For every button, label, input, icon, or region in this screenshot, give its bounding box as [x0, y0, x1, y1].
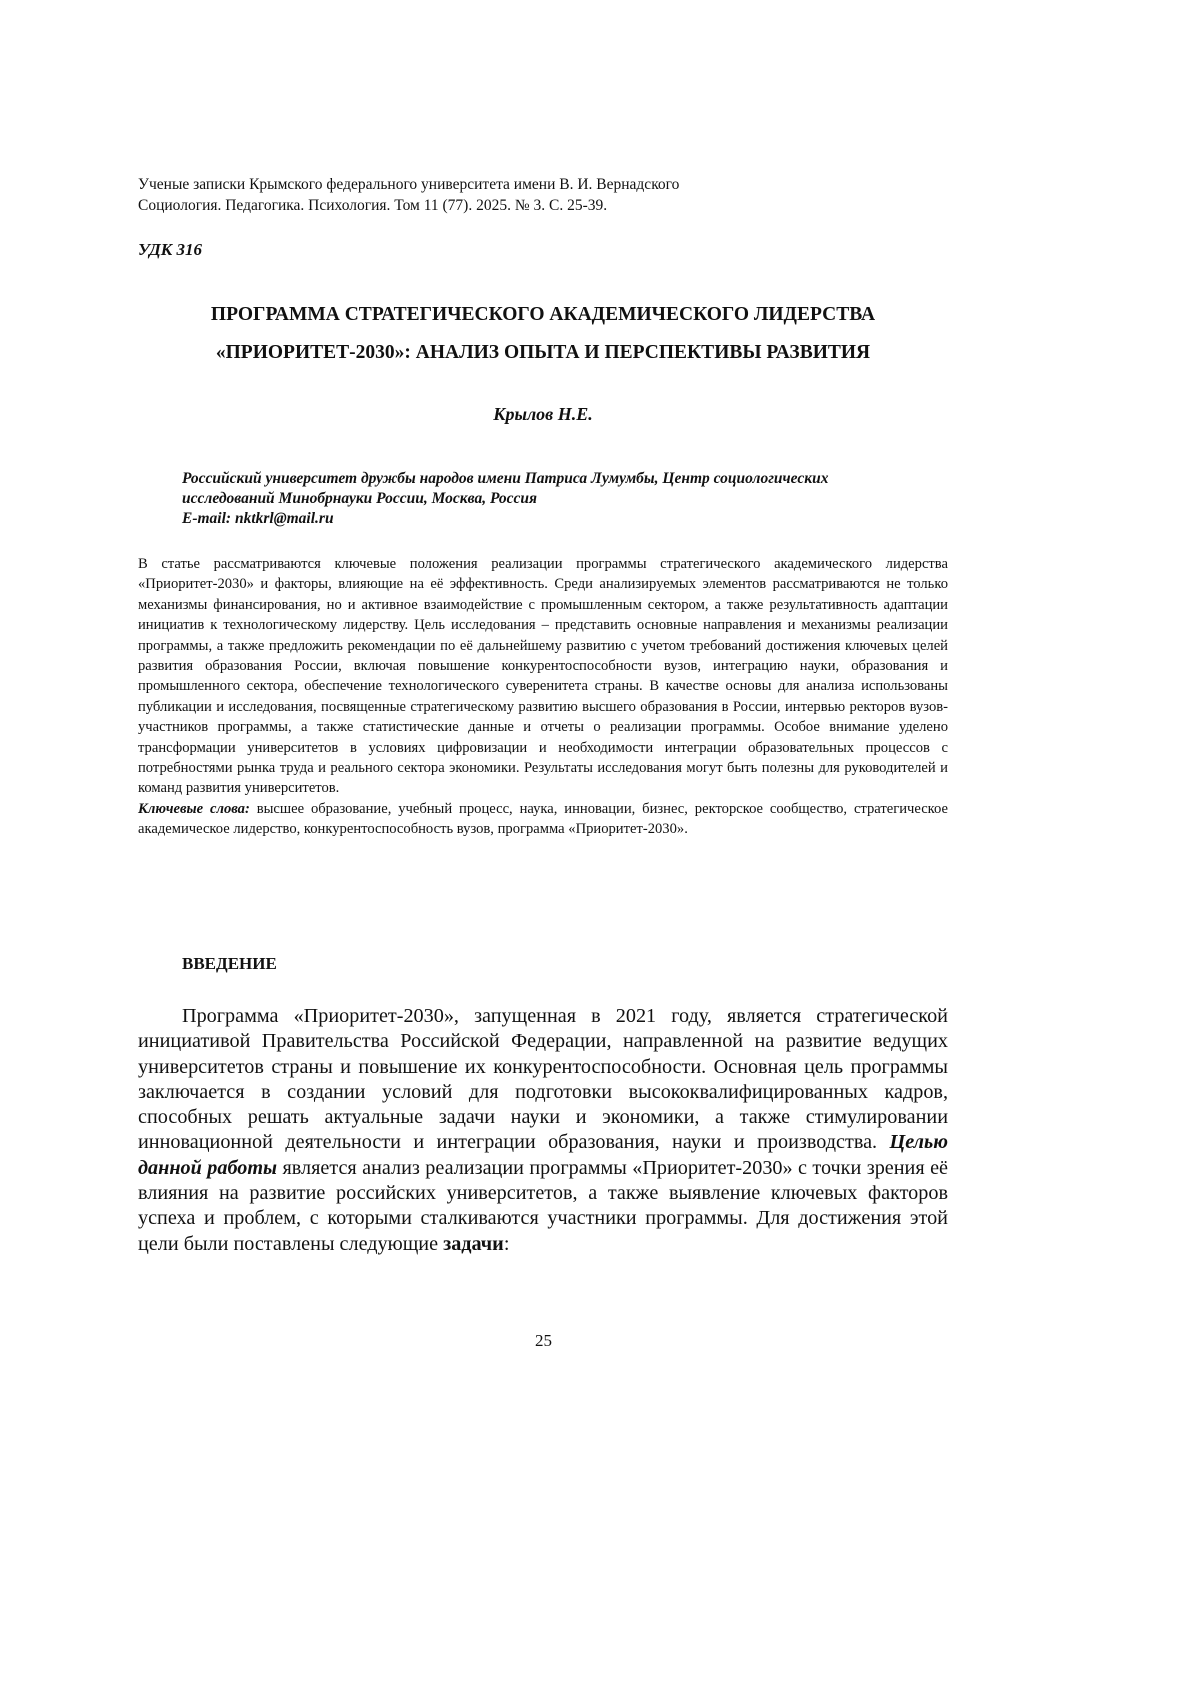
- author-email: E-mail: nktkrl@mail.ru: [182, 509, 952, 529]
- paragraph-start: Программа «Приоритет-2030», запущенная в 2021 году, является стратегической инициативой Правительства Российской Федерации, направленной на развитие ведущих университетов страны и повышение их конкурентоспособности. Основная цель программы заключается в создании условий для подготовки высококвалифицированных кадров, способных решать актуальные задачи науки и экономики, а также стимулировании инновационной деятельности и интеграции образования, науки и производства.: [138, 1005, 948, 1153]
- title-line-2: «ПРИОРИТЕТ-2030»: АНАЛИЗ ОПЫТА И ПЕРСПЕКТИВЫ РАЗВИТИЯ: [138, 334, 948, 372]
- affiliation: [182, 469, 952, 529]
- paragraph-strong: задачи: [443, 1233, 504, 1255]
- article-page: [0, 0, 1200, 1697]
- journal-issue: Социология. Педагогика. Психология. Том 11 (77). 2025. № 3. С. 25-39.: [138, 195, 1038, 216]
- keywords: [138, 799, 948, 840]
- affiliation-line-1: Российский университет дружбы народов имени Патриса Лумумбы, Центр социологических: [182, 469, 952, 489]
- udk-code: УДК 316: [138, 240, 202, 260]
- introduction-body: [138, 1004, 948, 1257]
- journal-header: [138, 174, 1038, 216]
- paragraph-middle: является анализ реализации программы «Приоритет-2030» с точки зрения её влияния на развитие российских университетов, а также выявление ключевых факторов успеха и проблем, с которыми сталкиваются участники программы. Для достижения этой цели были поставлены следующие: [138, 1157, 948, 1255]
- keywords-text: высшее образование, учебный процесс, наука, инновации, бизнес, ректорское сообщество, стратегическое академическое лидерство, конкурентоспособность вузов, программа «Приоритет-2030».: [138, 801, 948, 837]
- journal-name: Ученые записки Крымского федерального университета имени В. И. Вернадского: [138, 174, 1038, 195]
- paragraph-emphasis: Целью данной работы: [138, 1131, 948, 1178]
- section-heading: ВВЕДЕНИЕ: [182, 954, 277, 974]
- author-name: Крылов Н.Е.: [138, 404, 948, 425]
- abstract: [138, 554, 948, 840]
- abstract-text: В статье рассматриваются ключевые положения реализации программы стратегического академического лидерства «Приоритет-2030» и факторы, влияющие на её эффективность. Среди анализируемых элементов рассматриваются не только механизмы финансирования, но и активное взаимодействие с промышленным сектором, а также результативность адаптации инициатив к технологическому лидерству. Цель исследования – представить основные направления и механизмы реализации программы, а также предложить рекомендации по её дальнейшему развитию с учетом требований достижения ключевых целей развития образования России, включая повышение конкурентоспособности вузов, интеграцию науки, образования и промышленного сектора, обеспечение технологического суверенитета страны. В качестве основы для анализа использованы публикации и исследования, посвященные стратегическому развитию высшего образования в России, интервью ректоров вузов-участников программы, а также статистические данные и отчеты о реализации программы. Особое внимание уделено трансформации университетов в условиях цифровизации и необходимости интеграции образовательных процессов с потребностями рынка труда и реального сектора экономики. Результаты исследования могут быть полезны для руководителей и команд развития университетов.: [138, 554, 948, 799]
- introduction-paragraph: [138, 1004, 948, 1257]
- affiliation-line-2: исследований Минобрнауки России, Москва, Россия: [182, 489, 952, 509]
- page-number: 25: [0, 1331, 1087, 1351]
- title-line-1: ПРОГРАММА СТРАТЕГИЧЕСКОГО АКАДЕМИЧЕСКОГО ЛИДЕРСТВА: [138, 296, 948, 334]
- paragraph-end: :: [504, 1233, 510, 1255]
- article-title: [138, 296, 948, 372]
- keywords-label: Ключевые слова:: [138, 801, 250, 817]
